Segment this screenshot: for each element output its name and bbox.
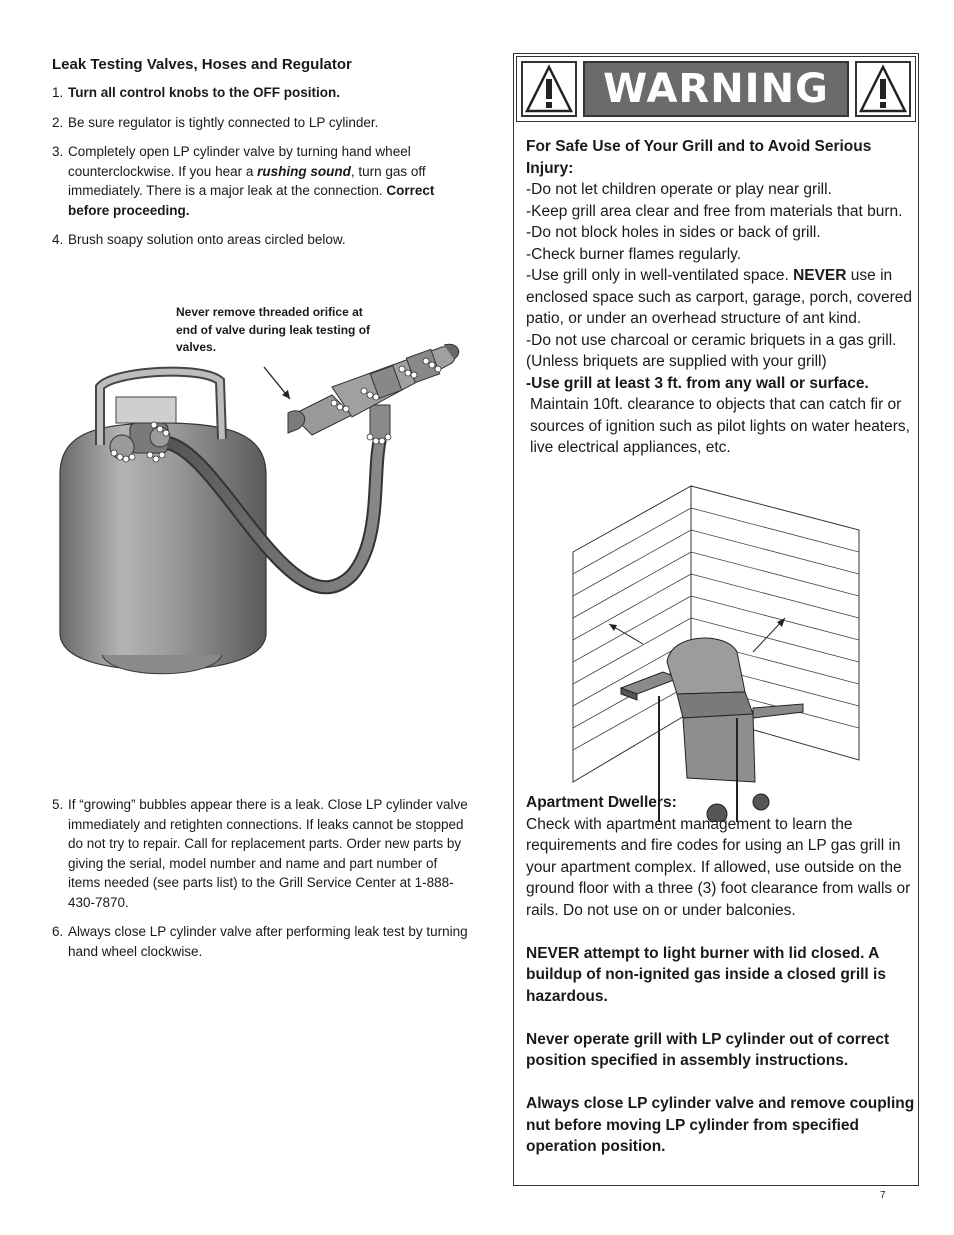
safety-item: -Do not let children operate or play near grill. xyxy=(526,181,832,198)
left-column xyxy=(52,56,472,260)
page-number: 7 xyxy=(880,1190,886,1201)
warning-title: WARNING xyxy=(583,61,849,117)
step-emphasis: Correct before proceeding. xyxy=(68,183,435,218)
coupling-warning: Always close LP cylinder valve and remove coupling nut before moving LP cylinder from specified operation position. xyxy=(526,1095,915,1155)
safety-item: -Check burner flames regularly. xyxy=(526,245,742,263)
spacer xyxy=(526,921,916,943)
step-4 xyxy=(52,230,472,250)
spacer xyxy=(526,1072,916,1094)
safety-item: -Use grill at least 3 ft. from any wall or surface. xyxy=(526,374,869,392)
step-2 xyxy=(52,113,472,133)
step-text: Always close LP cylinder valve after performing leak test by turning hand wheel clockwise. xyxy=(68,924,468,959)
step-number: 6. xyxy=(52,924,64,939)
step-number: 4. xyxy=(52,232,64,247)
step-1 xyxy=(52,83,472,103)
warning-box xyxy=(513,53,919,1186)
lp-tank-illustration xyxy=(52,335,472,695)
apartment-section xyxy=(526,792,916,1158)
apartment-text: Check with apartment management to learn the requirements and fire codes for using an LP gas grill in your apartment complex. If allowed, use outside on the ground floor with a three (3) foot clearance from walls or rails. Do not use on or under balconies. xyxy=(526,815,911,919)
warning-triangle-icon xyxy=(855,61,911,117)
safety-item: -Do not use charcoal or ceramic briquets in a gas grill. (Unless briquets are supplied with your grill) xyxy=(526,331,897,370)
section-title: Leak Testing Valves, Hoses and Regulator xyxy=(52,56,352,73)
step-text: Brush soapy solution onto areas circled below. xyxy=(68,232,346,247)
safety-item: -Keep grill area clear and free from materials that burn. xyxy=(526,202,903,220)
safety-text: use in enclosed space such as carport, garage, porch, covered patio, or under an overhead structure of ant kind. xyxy=(526,267,913,327)
warning-triangle-icon xyxy=(521,61,577,117)
step-text: Turn all control knobs to the OFF position. xyxy=(68,85,340,100)
step-emphasis: rushing sound xyxy=(257,163,351,179)
warning-banner xyxy=(516,56,916,122)
safety-list xyxy=(526,136,916,459)
step-3 xyxy=(52,142,472,220)
step-text: , turn gas off immediately. There is a major leak at the connection. xyxy=(68,163,426,198)
safety-item: Maintain 10ft. clearance to objects that can catch fir or sources of ignition such as pilot lights on water heaters, live electrical appliances, etc. xyxy=(530,396,910,456)
step-number: 2. xyxy=(52,114,64,130)
safety-emphasis: NEVER xyxy=(793,267,847,284)
figure-note: Never remove threaded orifice at end of valve during leak testing of valves. xyxy=(176,305,371,354)
safety-item xyxy=(526,265,916,330)
step-5 xyxy=(52,795,472,912)
left-lower-steps xyxy=(52,795,472,971)
step-text: Be sure regulator is tightly connected to LP cylinder. xyxy=(68,114,379,130)
position-warning: Never operate grill with LP cylinder out of correct position specified in assembly instructions. xyxy=(526,1030,890,1069)
lid-warning: NEVER attempt to light burner with lid closed. A buildup of non-ignited gas inside a closed grill is hazardous. xyxy=(526,944,886,1005)
step-number: 5. xyxy=(52,797,64,812)
grill-clearance-illustration xyxy=(567,482,867,822)
step-text: Completely open LP cylinder valve by turning hand wheel counterclockwise. If you hear a xyxy=(68,144,411,179)
step-6 xyxy=(52,922,472,961)
apartment-title: Apartment Dwellers: xyxy=(526,794,677,811)
step-number: 3. xyxy=(52,144,64,159)
step-text: If “growing” bubbles appear there is a leak. Close LP cylinder valve immediately and retighten connections. If leaks cannot be stopped do not try to repair. Call for replacement parts. Order new parts by giving the serial, model number and name and part number of items needed (see parts list) to the Grill Service Center at 1-888-430-7870. xyxy=(68,797,468,910)
safety-text: -Use grill only in well-ventilated space. xyxy=(526,267,794,284)
safety-item: -Do not block holes in sides or back of grill. xyxy=(526,224,821,241)
spacer xyxy=(526,1007,916,1029)
step-number: 1. xyxy=(52,85,64,100)
safety-heading: For Safe Use of Your Grill and to Avoid Serious Injury: xyxy=(526,138,872,177)
